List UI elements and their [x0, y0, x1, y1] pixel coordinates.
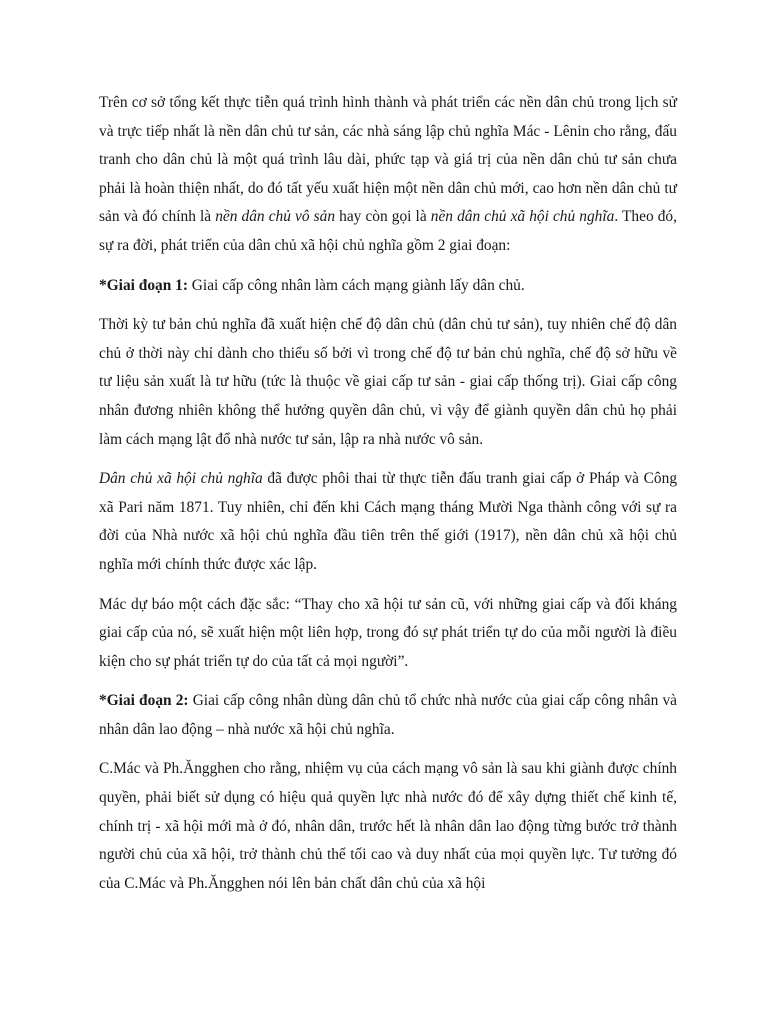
stage-1-label: *Giai đoạn 1:	[99, 276, 188, 294]
stage-2-label: *Giai đoạn 2:	[99, 692, 189, 710]
paris-commune-emphasis: Dân chủ xã hội chủ nghĩa	[99, 470, 263, 488]
paris-commune-text: đã được phôi thai từ thực tiễn đấu tranh giai cấp ở Pháp và Công xã Pari năm 1871. Tuy nhiên, chỉ đến khi Cách mạng tháng Mười Nga thành công với sự ra đời của Nhà nước xã hội chủ nghĩa đầu tiên trên thế giới (1917), nền dân chủ xã hội chủ nghĩa mới chính thức được xác lập.	[99, 470, 678, 573]
stage-1-text: Giai cấp công nhân làm cách mạng giành lấy dân chủ.	[187, 276, 525, 294]
stage-2-heading	[99, 687, 677, 744]
paragraph-capitalist-democracy: Thời kỳ tư bản chủ nghĩa đã xuất hiện chế độ dân chủ (dân chủ tư sản), tuy nhiên chế độ dân chủ ở thời này chỉ dành cho thiểu số bởi vì trong chế độ tư bản chủ nghĩa, chế độ sở hữu về tư liệu sản xuất là tư hữu (tức là thuộc về giai cấp tư sản - giai cấp thống trị). Giai cấp công nhân đương nhiên không thể hưởng quyền dân chủ, vì vậy để giành quyền dân chủ họ phải làm cách mạng lật đổ nhà nước tư sản, lập ra nhà nước vô sản.	[99, 316, 677, 448]
intro-emphasis-socialist-democracy: nền dân chủ xã hội chủ nghĩa	[430, 208, 615, 226]
paragraph-paris-commune	[99, 465, 677, 579]
intro-text-a: Trên cơ sở tổng kết thực tiễn quá trình hình thành và phát triển các nền dân chủ trong lịch sử và trực tiếp nhất là nền dân chủ tư sản, các nhà sáng lập chủ nghĩa Mác - Lênin cho rằng, đấu tranh cho dân chủ là một quá trình lâu dài, phức tạp và giá trị của nền dân chủ tư sản chưa phải là hoàn thiện nhất, do đó tất yếu xuất hiện một nền dân chủ mới, cao hơn nền dân chủ tư sản và đó chính là	[99, 94, 677, 226]
paragraph-marx-quote: Mác dự báo một cách đặc sắc: “Thay cho xã hội tư sản cũ, với những giai cấp và đối kháng giai cấp của nó, sẽ xuất hiện một liên hợp, trong đó sự phát triển tự do của mỗi người là điều kiện cho sự phát triển tự do của tất cả mọi người”.	[99, 595, 677, 670]
stage-1-heading	[99, 272, 677, 301]
intro-text-c: . Theo đó, sự ra đời, phát triển của dân chủ xã hội chủ nghĩa gồm 2 giai đoạn:	[99, 208, 677, 254]
paragraph-intro	[99, 89, 677, 261]
intro-emphasis-proletarian-democracy: nền dân chủ vô sản	[215, 208, 336, 226]
document-page	[99, 89, 677, 909]
paragraph-marx-engels: C.Mác và Ph.Ăngghen cho rằng, nhiệm vụ của cách mạng vô sản là sau khi giành được chính quyền, phải biết sử dụng có hiệu quả quyền lực nhà nước đó để xây dựng thiết chế kinh tế, chính trị - xã hội mới mà ở đó, nhân dân, trước hết là nhân dân lao động từng bước trở thành người chủ của xã hội, trở thành chủ thể tối cao và duy nhất của mọi quyền lực. Tư tưởng đó của C.Mác và Ph.Ăngghen nói lên bản chất dân chủ của xã hội	[99, 760, 677, 892]
stage-2-text: Giai cấp công nhân dùng dân chủ tổ chức nhà nước của giai cấp công nhân và nhân dân lao động – nhà nước xã hội chủ nghĩa.	[99, 692, 677, 738]
intro-text-b: hay còn gọi là	[335, 208, 431, 226]
